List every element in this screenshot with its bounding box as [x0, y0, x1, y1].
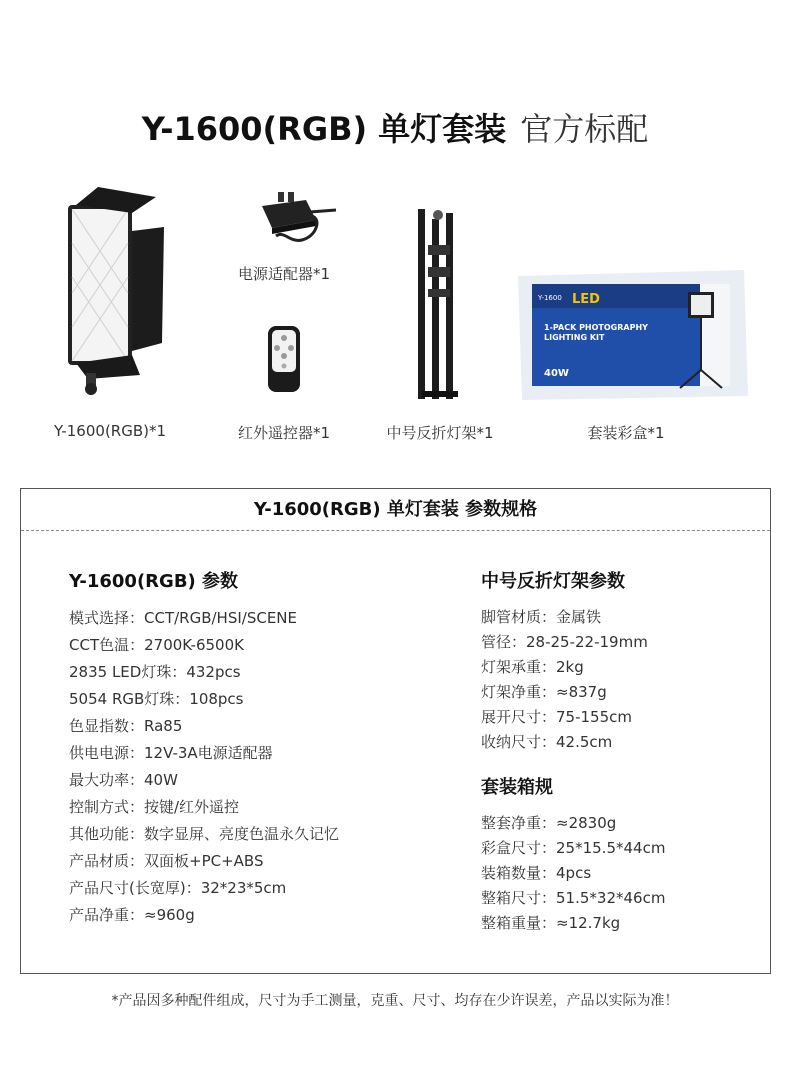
light-param-row: 2835 LED灯珠：432pcs — [69, 663, 241, 681]
svg-text:LIGHTING KIT: LIGHTING KIT — [544, 333, 605, 342]
svg-text:40W: 40W — [544, 368, 569, 379]
light-param-row: 5054 RGB灯珠：108pcs — [69, 690, 244, 708]
svg-text:Y-1600: Y-1600 — [538, 294, 562, 302]
pack-params-title: 套装箱规 — [481, 777, 553, 798]
footnote: *产品因多种配件组成，尺寸为手工测量，克重、尺寸、均存在少许误差，产品以实际为准！ — [111, 993, 679, 1009]
spec-header: Y-1600(RGB) 单灯套装 参数规格 — [21, 489, 770, 531]
svg-text:1-PACK PHOTOGRAPHY: 1-PACK PHOTOGRAPHY — [544, 323, 648, 332]
led-panel-image — [58, 183, 168, 398]
light-param-row: 模式选择：CCT/RGB/HSI/SCENE — [69, 609, 298, 627]
light-stand-image — [410, 205, 470, 405]
pack-param-row: 装箱数量：4pcs — [481, 864, 592, 882]
item-label-adapter: 电源适配器*1 — [237, 265, 331, 283]
light-param-row: 产品净重：≈960g — [69, 906, 195, 924]
stand-param-row: 收纳尺寸：42.5cm — [481, 733, 613, 751]
light-param-row: 产品尺寸(长宽厚)：32*23*5cm — [69, 879, 287, 897]
pack-params-column — [481, 773, 665, 936]
stand-param-row: 管径：28-25-22-19mm — [481, 633, 648, 651]
page-title — [0, 104, 790, 150]
svg-text:LED: LED — [572, 292, 600, 307]
light-param-row: CCT色温：2700K-6500K — [69, 636, 244, 654]
page-title-sub: 官方标配 — [520, 110, 649, 148]
stand-param-row: 灯架净重：≈837g — [481, 683, 607, 701]
item-label-stand: 中号反折灯架*1 — [386, 424, 494, 442]
spec-panel — [20, 488, 771, 974]
pack-param-row: 整箱尺寸：51.5*32*46cm — [481, 889, 666, 907]
power-adapter-image — [250, 186, 340, 246]
item-label-light: Y-1600(RGB)*1 — [53, 422, 167, 440]
stand-param-row: 灯架承重：2kg — [481, 658, 584, 676]
pack-param-row: 整箱重量：≈12.7kg — [481, 914, 621, 932]
stand-param-row: 脚管材质：金属铁 — [481, 608, 602, 626]
light-param-row: 产品材质：双面板+PC+ABS — [69, 852, 264, 870]
light-params-column — [69, 567, 339, 929]
stand-params-column — [481, 567, 648, 755]
page-title-main: Y-1600(RGB) 单灯套装 — [141, 110, 507, 148]
item-label-box: 套装彩盒*1 — [587, 424, 665, 442]
pack-param-row: 整套净重：≈2830g — [481, 814, 617, 832]
light-param-row: 供电电源：12V-3A电源适配器 — [69, 744, 273, 762]
light-param-row: 其他功能：数字显屏、亮度色温永久记忆 — [69, 825, 340, 843]
item-label-remote: 红外遥控器*1 — [237, 424, 331, 442]
light-param-row: 色显指数：Ra85 — [69, 717, 183, 735]
pack-param-row: 彩盒尺寸：25*15.5*44cm — [481, 839, 666, 857]
light-param-row: 控制方式：按键/红外遥控 — [69, 798, 240, 816]
gift-box-image — [518, 270, 748, 400]
light-param-row: 最大功率：40W — [69, 771, 178, 789]
stand-param-row: 展开尺寸：75-155cm — [481, 708, 632, 726]
stand-params-title: 中号反折灯架参数 — [481, 571, 625, 592]
remote-control-image — [266, 324, 302, 394]
light-params-title: Y-1600(RGB) 参数 — [69, 571, 239, 592]
